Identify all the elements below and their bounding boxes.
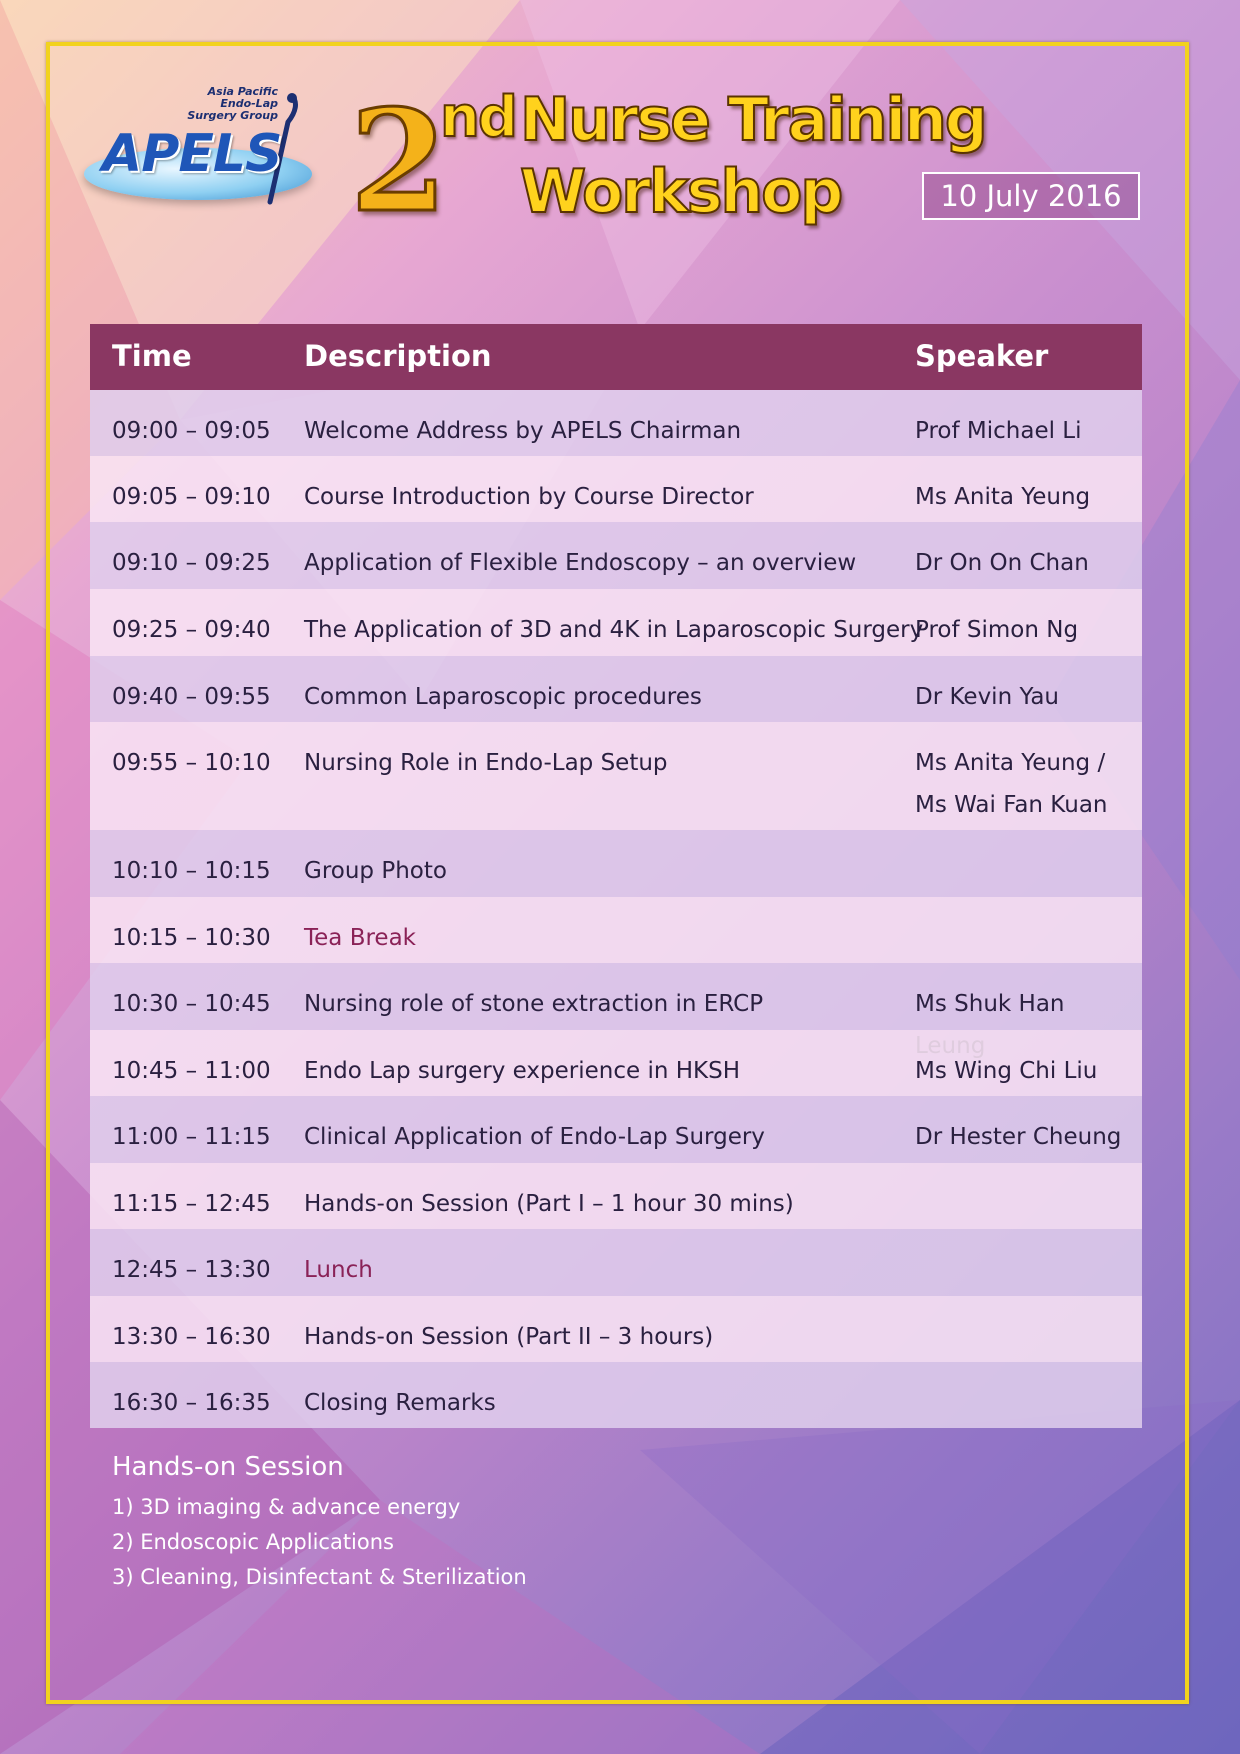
cell-speaker: Ms Wing Chi Liu [915, 1058, 1098, 1084]
logo-wordmark: APELS [102, 124, 282, 184]
cell-description: Application of Flexible Endoscopy – an overview [304, 550, 857, 576]
notes-item: 1) 3D imaging & advance energy [112, 1495, 461, 1519]
cell-time: 09:25 – 09:40 [112, 617, 271, 643]
cell-speaker: Dr Kevin Yau [915, 684, 1060, 710]
cell-description: Nursing Role in Endo-Lap Setup [304, 750, 668, 776]
table-row [90, 722, 1142, 830]
table-row [90, 390, 1142, 456]
event-date: 10 July 2016 [922, 172, 1140, 220]
table-row [90, 963, 1142, 1030]
cell-speaker: Prof Michael Li [915, 418, 1082, 444]
cell-speaker: Prof Simon Ng [915, 617, 1079, 643]
title-line-1: Nurse Training [520, 85, 986, 155]
logo-subtitle-line-3: Surgery Group [187, 109, 278, 122]
cell-speaker: Ms Shuk Han [915, 991, 1065, 1017]
table-row [90, 456, 1142, 522]
table-row [90, 897, 1142, 963]
cell-description: Endo Lap surgery experience in HKSH [304, 1058, 740, 1084]
cell-time: 09:55 – 10:10 [112, 750, 271, 776]
table-row [90, 589, 1142, 656]
cell-time: 09:05 – 09:10 [112, 484, 271, 510]
cell-description-highlight: Lunch [304, 1257, 373, 1283]
cell-description: Hands-on Session (Part I – 1 hour 30 mins) [304, 1191, 794, 1217]
cell-time: 11:00 – 11:15 [112, 1124, 271, 1150]
cell-description: Closing Remarks [304, 1390, 496, 1416]
logo-subtitle-line-1: Asia Pacific [207, 85, 278, 98]
cell-time: 09:40 – 09:55 [112, 684, 271, 710]
cell-speaker: Dr Hester Cheung [915, 1124, 1122, 1150]
cell-description: Nursing role of stone extraction in ERCP [304, 991, 764, 1017]
header-time: Time [112, 339, 192, 373]
title-ordinal-number: 2 [350, 80, 448, 244]
notes-item: 2) Endoscopic Applications [112, 1530, 394, 1554]
header-description: Description [304, 339, 492, 373]
table-row [90, 1096, 1142, 1163]
table-row [90, 656, 1142, 722]
table-row [90, 830, 1142, 897]
cell-description: Welcome Address by APELS Chairman [304, 418, 742, 444]
cell-description: Group Photo [304, 858, 447, 884]
table-row [90, 1229, 1142, 1296]
notes-item: 3) Cleaning, Disinfectant & Sterilization [112, 1565, 527, 1589]
cell-time: 10:15 – 10:30 [112, 925, 271, 951]
title-line-2: Workshop [520, 157, 842, 227]
apels-logo [84, 86, 314, 204]
cell-time: 09:00 – 09:05 [112, 418, 271, 444]
cell-time: 10:45 – 11:00 [112, 1058, 271, 1084]
cell-description: Common Laparoscopic procedures [304, 684, 702, 710]
notes-title: Hands-on Session [112, 1452, 344, 1482]
cell-time: 11:15 – 12:45 [112, 1191, 271, 1217]
header-speaker: Speaker [915, 339, 1049, 373]
table-row [90, 1163, 1142, 1229]
cell-speaker: Ms Anita Yeung [915, 484, 1091, 510]
cell-time: 12:45 – 13:30 [112, 1257, 271, 1283]
hands-on-notes [112, 1452, 527, 1595]
cell-time: 09:10 – 09:25 [112, 550, 271, 576]
cell-description-highlight: Tea Break [304, 925, 416, 951]
cell-time: 10:30 – 10:45 [112, 991, 271, 1017]
cell-time: 13:30 – 16:30 [112, 1324, 271, 1350]
schedule-table [90, 324, 1142, 1428]
logo-subtitle-line-2: Endo-Lap [220, 97, 278, 110]
table-row [90, 1362, 1142, 1428]
cell-time: 10:10 – 10:15 [112, 858, 271, 884]
cell-speaker: Ms Anita Yeung / [915, 750, 1106, 776]
cell-description: The Application of 3D and 4K in Laparoscopic Surgery [304, 617, 924, 643]
table-header-row [90, 324, 1142, 390]
title-ordinal-suffix: nd [440, 85, 516, 150]
cell-description: Course Introduction by Course Director [304, 484, 754, 510]
cell-time: 16:30 – 16:35 [112, 1390, 271, 1416]
cell-speaker: Dr On On Chan [915, 550, 1089, 576]
cell-description: Hands-on Session (Part II – 3 hours) [304, 1324, 714, 1350]
table-row [90, 1030, 1142, 1096]
cell-description: Clinical Application of Endo-Lap Surgery [304, 1124, 765, 1150]
table-row [90, 522, 1142, 589]
table-row [90, 1296, 1142, 1362]
cell-speaker-second-line: Ms Wai Fan Kuan [915, 792, 1108, 818]
